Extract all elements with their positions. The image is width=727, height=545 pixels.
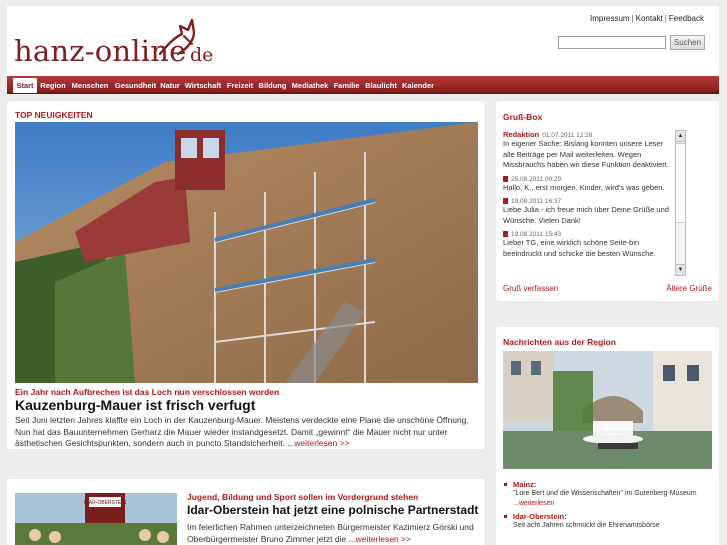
logo-tld: de <box>190 44 214 66</box>
link-separator: | <box>664 14 667 23</box>
nav-item-mediathek[interactable]: Mediathek <box>291 81 329 90</box>
gruss-message-list[interactable] <box>503 130 673 276</box>
nav-item-blaulicht[interactable]: Blaulicht <box>365 81 397 90</box>
gruss-message-meta <box>503 231 673 238</box>
region-news-title: Nachrichten aus der Region <box>503 337 616 347</box>
scroll-down-icon[interactable]: ▼ <box>676 264 685 275</box>
list-item[interactable] <box>503 480 713 509</box>
top-news-panel <box>7 101 485 449</box>
list-item[interactable] <box>503 512 713 531</box>
main-nav <box>7 76 719 94</box>
logo-text: hanz-online <box>14 34 187 68</box>
second-news-headline[interactable]: Idar-Oberstein hat jetzt eine polnische Partnerstadt <box>187 503 479 517</box>
gruss-message <box>503 231 673 259</box>
partnership-illustration <box>15 493 177 545</box>
region-news-list <box>503 480 713 534</box>
nav-item-region[interactable]: Region <box>40 81 66 90</box>
gruss-message-meta <box>503 198 673 205</box>
nav-item-gesundheit[interactable]: Gesundheit <box>114 81 157 90</box>
second-news-teaser-text: Im feierlichen Rahmen unterzeichneten Bürgermeister Kazimierz Górski und Oberbürgermeister Bruno Zimmer jetzt die <box>187 522 474 544</box>
gruss-message-meta <box>503 130 673 139</box>
gruss-date: 25.08.2011 00:29 <box>511 175 562 183</box>
second-news-kicker: Jugend, Bildung und Sport sollen im Vordergrund stehen <box>187 492 419 502</box>
nav-item-wirtschaft[interactable]: Wirtschaft <box>184 81 222 90</box>
gruss-text: Liebe Julia - ich freue mich über Deine Grüße und Wünsche. Vielen Dank! <box>503 205 669 225</box>
gruss-author: Redaktion <box>503 130 540 139</box>
kontakt-link[interactable]: Kontakt <box>635 14 663 23</box>
region-news-photo-river[interactable] <box>503 351 712 469</box>
compose-gruss-link[interactable]: Gruß verfassen <box>503 284 559 293</box>
top-news-title: TOP NEUIGKEITEN <box>15 110 93 120</box>
flag-icon <box>503 176 508 182</box>
news-photo-partnership[interactable] <box>15 493 177 545</box>
region-item-place: Mainz: <box>513 480 537 489</box>
gruss-scrollbar[interactable] <box>675 130 686 276</box>
top-news-read-more-link[interactable]: ...weiterlesen >> <box>287 438 350 448</box>
nav-item-menschen[interactable]: Menschen <box>71 81 109 90</box>
gruss-date: 19.08.2011 15:43 <box>511 231 562 238</box>
top-news-teaser <box>15 415 477 450</box>
river-town-illustration <box>503 351 712 469</box>
bullet-icon <box>504 483 507 486</box>
bullet-icon <box>504 515 507 518</box>
region-item-place: Idar-Oberstein: <box>513 512 567 521</box>
region-item-text: Seit acht Jahren schmückt die Ehrenamtsbörse <box>513 522 660 529</box>
gruss-text: Lieber TG, eine wirklich schöne Seite-bin beeindruckt und schicke die besten Wünsche. <box>503 238 656 258</box>
gruss-box-panel <box>496 101 719 301</box>
flag-icon <box>503 198 508 204</box>
news-photo-castle-wall[interactable] <box>15 122 478 383</box>
scroll-thumb[interactable] <box>676 143 685 223</box>
top-news-headline[interactable]: Kauzenburg-Mauer ist frisch verfugt <box>15 397 256 413</box>
link-separator: | <box>631 14 634 23</box>
site-header <box>7 6 719 76</box>
region-item-text-body: "Lore Bert und die Wissenschaften" im Gutenberg-Museum <box>513 490 697 497</box>
gruss-box-title: Gruß-Box <box>503 112 543 122</box>
nav-item-freizeit[interactable]: Freizeit <box>226 81 254 90</box>
flag-icon <box>503 231 508 237</box>
search-input[interactable] <box>558 36 666 49</box>
top-news-kicker: Ein Jahr nach Aufbrechen ist das Loch nun verschlossen worden <box>15 387 280 397</box>
feedback-link[interactable]: Feedback <box>668 14 704 23</box>
gruss-date: 19.08.2011 16:37 <box>511 198 562 205</box>
region-item-read-more-link[interactable]: ...weiterlesen <box>513 500 555 507</box>
search-button[interactable]: Suchen <box>670 35 705 50</box>
nav-item-natur[interactable]: Natur <box>160 81 180 90</box>
castle-wall-illustration <box>15 122 478 383</box>
nav-item-kalender[interactable]: Kalender <box>401 81 435 90</box>
gruss-message <box>503 198 673 226</box>
region-item-text <box>513 489 713 509</box>
nav-item-bildung[interactable]: Bildung <box>258 81 287 90</box>
second-news-read-more-link[interactable]: ...weiterlesen >> <box>348 533 411 544</box>
region-news-panel <box>496 327 719 545</box>
second-news-teaser <box>187 522 477 545</box>
partnership-sign-text: IDAR-OBERSTEIN <box>83 500 127 506</box>
gruss-message <box>503 130 673 171</box>
older-gruss-link[interactable]: Ältere Grüße <box>666 284 712 293</box>
gruss-text: Hallo, K., erst morgen. Kinder, wird's was geben. <box>503 182 665 192</box>
top-links <box>590 14 704 23</box>
top-news-teaser-text: Seit Juni letzten Jahres klaffte ein Loch in der Kauzenburg-Mauer. Meistens verdeckte eine Plane die unschöne Öffnung. Nun hat das Bauunternehmen Gerharz die Mauer wieder instandgesetzt. Damit „gewinnt“ die Mauer nicht nur unter ästhetischen Gesichtspunkten, sondern auch in puncto Standsicherheit. <box>15 415 469 448</box>
gruss-date: 01.07.2011 12:28 <box>542 132 593 139</box>
second-news-panel <box>7 479 485 545</box>
gruss-text: In eigener Sache: Bislang konnten unsere Leser alle Beiträge per Mail weiterleiten. Wegen Missbrauchs haben wir diese Funktion deaktiviert. <box>503 139 669 169</box>
gruss-message-meta <box>503 176 673 183</box>
gruss-message <box>503 176 673 194</box>
impressum-link[interactable]: Impressum <box>590 14 630 23</box>
nav-item-familie[interactable]: Familie <box>333 81 360 90</box>
nav-item-start[interactable]: Start <box>13 78 37 93</box>
scroll-up-icon[interactable]: ▲ <box>676 131 685 142</box>
